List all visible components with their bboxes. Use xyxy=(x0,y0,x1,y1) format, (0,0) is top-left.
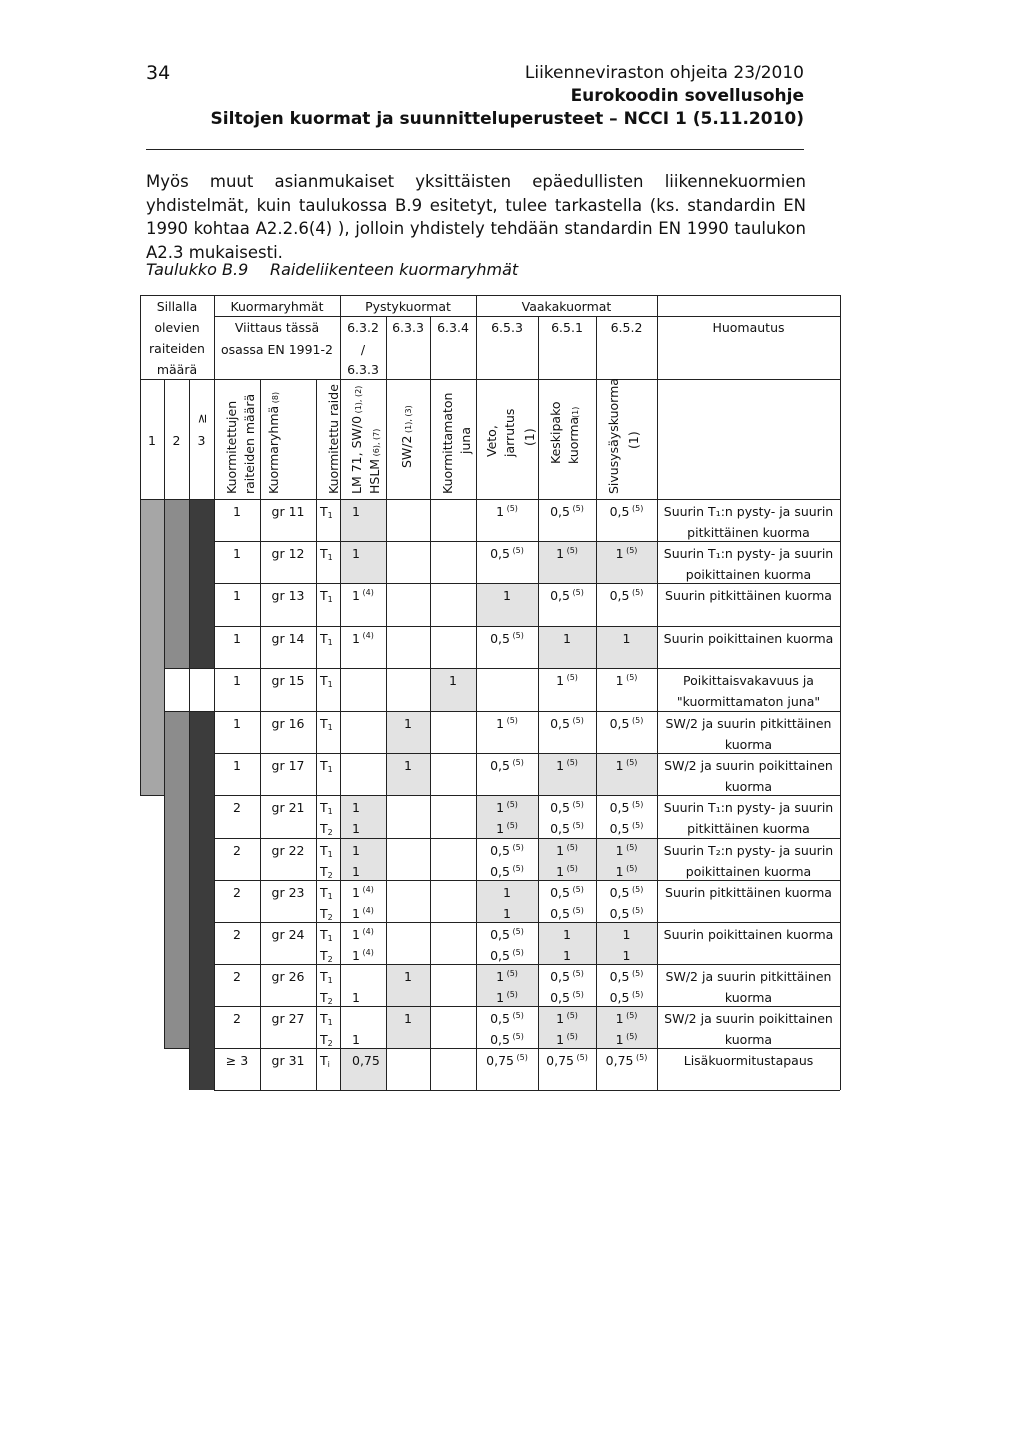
loaded-track-id: $T_1$ xyxy=(320,631,333,647)
remark-text: kuorma xyxy=(724,779,773,794)
clause-reference: 6.5.2 xyxy=(610,320,643,335)
load-group-id: gr 31 xyxy=(271,1053,305,1068)
table-rule xyxy=(140,499,840,500)
clause-reference: 6.3.3 xyxy=(392,320,424,335)
track-index: 1 xyxy=(327,892,333,901)
track-index: 1 xyxy=(327,850,333,859)
loaded-track-id: $T_1$ xyxy=(320,1011,333,1027)
remark-text: pitkittäinen kuorma xyxy=(687,525,810,540)
track-count-ge-symbol: ≥ xyxy=(194,413,209,424)
remark-text: Suurin pitkittäinen kuorma xyxy=(665,885,832,900)
series-title: Liikenneviraston ohjeita 23/2010 xyxy=(524,63,804,83)
loaded-tracks-count: 2 xyxy=(233,885,241,900)
table-rule xyxy=(189,711,214,712)
remark-text: Suurin T₁:n pysty- ja suurin xyxy=(663,546,834,561)
footnote-ref: (5) xyxy=(564,1032,578,1041)
footnote-ref: (5) xyxy=(629,885,644,894)
centrifugal-value: 0,5 $^{(5)}$ xyxy=(550,504,584,519)
track-bar-2 xyxy=(164,711,189,1048)
traction-value: 0,5 $^{(5)}$ xyxy=(490,1032,524,1047)
loaded-tracks-count: ≥ 3 xyxy=(225,1053,249,1068)
nosing-value: 1 xyxy=(622,948,631,963)
nosing-value: 0,5 $^{(5)}$ xyxy=(609,969,644,984)
load-group-header: Kuormaryhmä (8) xyxy=(266,391,281,494)
loaded-track-id: $T_i$ xyxy=(320,1053,330,1069)
unloaded-train-value: 1 xyxy=(449,673,457,688)
remark-text: kuorma xyxy=(724,990,773,1005)
footnote-ref: (5) xyxy=(623,758,638,767)
loaded-tracks-count: 1 xyxy=(233,631,241,646)
centrifugal-value: 1 xyxy=(563,948,571,963)
footnote-ref: (5) xyxy=(510,1032,524,1041)
footnote-ref: (5) xyxy=(623,843,638,852)
nosing-value: 0,75 $^{(5)}$ xyxy=(605,1053,648,1068)
table-rule xyxy=(430,316,431,1090)
centrifugal-header: kuorma xyxy=(566,416,581,464)
table-caption-number: Taulukko B.9 xyxy=(146,260,249,279)
footnote-ref: (4) xyxy=(359,631,374,640)
footnote-ref: (5) xyxy=(570,716,584,725)
footnote-ref: (5) xyxy=(629,906,644,915)
table-rule xyxy=(164,379,165,1048)
load-group-id: gr 15 xyxy=(271,673,305,688)
footnote-ref: (5) xyxy=(513,1053,528,1062)
loaded-track-id: $T_1$ xyxy=(320,885,333,901)
loaded-track-id: $T_2$ xyxy=(320,821,333,837)
centrifugal-header-note xyxy=(566,407,583,418)
track-index: 1 xyxy=(327,723,333,732)
loaded-tracks-header: raiteiden määrä xyxy=(242,393,257,494)
lm71-value: 1 xyxy=(352,504,360,519)
track-bar-2 xyxy=(164,499,189,668)
footnote-ref: (5) xyxy=(510,864,524,873)
track-count-3: 3 xyxy=(197,433,206,448)
centrifugal-value: 0,5 $^{(5)}$ xyxy=(550,990,584,1005)
lm71-value: 0,75 xyxy=(352,1053,380,1068)
clause-reference: / xyxy=(360,342,366,357)
loaded-track-id: $T_2$ xyxy=(320,1032,333,1048)
lm71-value: 1 $^{(4)}$ xyxy=(352,927,374,942)
footnote-ref: (5) xyxy=(570,885,584,894)
footnote-ref: (5) xyxy=(629,821,644,830)
footnote-ref: (5) xyxy=(510,758,524,767)
loaded-tracks-count: 1 xyxy=(233,504,241,519)
loaded-track-id: $T_1$ xyxy=(320,969,333,985)
track-index: 2 xyxy=(327,1039,333,1048)
loaded-track-id: $T_1$ xyxy=(320,588,333,604)
nosing-value: 1 $^{(5)}$ xyxy=(615,864,638,879)
track-index: 2 xyxy=(327,828,333,837)
table-rule xyxy=(140,379,840,380)
track-index: 2 xyxy=(327,955,333,964)
nosing-value: 0,5 $^{(5)}$ xyxy=(609,821,644,836)
footnote-ref: (4) xyxy=(359,927,374,936)
load-group-id: gr 11 xyxy=(271,504,305,519)
centrifugal-value: 0,75 $^{(5)}$ xyxy=(546,1053,588,1068)
remark-text: poikittainen kuorma xyxy=(685,864,812,879)
footnote-ref: (5) xyxy=(623,546,638,555)
remark-text: Poikittaisvakavuus ja xyxy=(683,673,814,688)
sw2-value: 1 xyxy=(404,716,412,731)
footnote-ref: (4) xyxy=(359,588,374,597)
centrifugal-value: 0,5 $^{(5)}$ xyxy=(550,716,584,731)
centrifugal-value: 0,5 $^{(5)}$ xyxy=(550,885,584,900)
remark-text: Suurin pitkittäinen kuorma xyxy=(665,588,832,603)
footnote-ref: (5) xyxy=(570,821,584,830)
lm71-value: 1 xyxy=(352,864,360,879)
footnote-ref: (5) xyxy=(570,800,584,809)
footnote-ref: (5) xyxy=(510,546,524,555)
footnote-ref: (4) xyxy=(359,948,374,957)
centrifugal-value: 0,5 $^{(5)}$ xyxy=(550,800,584,815)
track-bar-1 xyxy=(140,499,164,795)
footnote-ref: (5) xyxy=(623,673,638,682)
loaded-track-id: $T_1$ xyxy=(320,800,333,816)
footnote-ref: (4) xyxy=(359,885,374,894)
remark-text: poikittainen kuorma xyxy=(685,567,812,582)
footnote-ref: (5) xyxy=(573,1053,588,1062)
intro-paragraph: Myös muut asianmukaiset yksittäisten epäedullisten liikennekuormien yhdistelmät, kuin taulukossa B.9 esitetyt, tulee tarkastella (ks. standardin EN 1990 kohtaa A2.2.6(4) ), jolloin yhdistely tehdään standardin EN 1990 taulukon A2.3 mukaisesti. xyxy=(146,172,806,262)
footnote-ref: (5) xyxy=(564,673,578,682)
tracks-header-label: olevien xyxy=(154,320,200,335)
track-index: 1 xyxy=(327,595,333,604)
nosing-value: 0,5 $^{(5)}$ xyxy=(609,504,644,519)
lm71-value: 1 $^{(4)}$ xyxy=(352,631,374,646)
footnote-ref: (1) xyxy=(626,431,641,449)
load-group-id: gr 24 xyxy=(271,927,305,942)
nosing-value: 1 $^{(5)}$ xyxy=(615,1032,638,1047)
footnote-ref: (5) xyxy=(504,821,518,830)
loaded-track-id: $T_2$ xyxy=(320,948,333,964)
sw2-value: 1 xyxy=(404,969,412,984)
centrifugal-value: 1 $^{(5)}$ xyxy=(556,1011,578,1026)
load-group-id: gr 27 xyxy=(271,1011,305,1026)
remark-text: Suurin poikittainen kuorma xyxy=(663,927,834,942)
load-group-id: gr 21 xyxy=(271,800,305,815)
traction-value: 1 $^{(5)}$ xyxy=(496,716,518,731)
centrifugal-header: Keskipako xyxy=(548,401,563,464)
centrifugal-value: 1 $^{(5)}$ xyxy=(556,758,578,773)
remark-text: SW/2 ja suurin poikittainen xyxy=(664,1011,833,1026)
traction-value: 1 xyxy=(503,885,511,900)
nosing-value: 0,5 $^{(5)}$ xyxy=(609,588,644,603)
loaded-track-id: $T_1$ xyxy=(320,843,333,859)
track-count-2: 2 xyxy=(172,433,181,448)
remark-text: pitkittäinen kuorma xyxy=(687,821,810,836)
reference-label: Viittaus tässä xyxy=(234,320,320,335)
nosing-value: 1 $^{(5)}$ xyxy=(615,1011,638,1026)
nosing-value: 1 xyxy=(622,631,631,646)
centrifugal-value: 0,5 $^{(5)}$ xyxy=(550,969,584,984)
loaded-track-id: $T_1$ xyxy=(320,673,333,689)
nosing-value: 1 $^{(5)}$ xyxy=(615,546,638,561)
vertical-loads-header: Pystykuormat xyxy=(365,299,451,314)
centrifugal-value: 1 $^{(5)}$ xyxy=(556,673,578,688)
traction-value: 0,75 $^{(5)}$ xyxy=(486,1053,528,1068)
load-group-id: gr 13 xyxy=(271,588,305,603)
hslm-header: HSLM (6), (7) xyxy=(367,428,382,494)
remark-text: "kuormittamaton juna" xyxy=(676,694,821,709)
unloaded-train-header: juna xyxy=(458,427,473,454)
footnote-ref: (5) xyxy=(510,1011,524,1020)
track-index: 2 xyxy=(327,871,333,880)
track-index: 1 xyxy=(327,511,333,520)
load-group-id: gr 23 xyxy=(271,885,305,900)
horizontal-loads-header: Vaakakuormat xyxy=(521,299,612,314)
table-rule xyxy=(140,795,164,796)
traction-braking-header: Veto, xyxy=(484,425,499,457)
loaded-tracks-header: Kuormitettujen xyxy=(224,400,239,494)
clause-reference: 6.5.1 xyxy=(551,320,583,335)
track-bar-3 xyxy=(189,711,214,1090)
table-rule xyxy=(164,668,189,669)
sw2-value: 1 xyxy=(404,1011,412,1026)
tracks-header-label: Sillalla xyxy=(156,299,198,314)
remark-text: SW/2 ja suurin pitkittäinen xyxy=(665,716,832,731)
lm71-value: 1 xyxy=(352,1032,360,1047)
loaded-track-id: $T_1$ xyxy=(320,546,333,562)
track-index: 1 xyxy=(327,765,333,774)
traction-value: 0,5 $^{(5)}$ xyxy=(490,843,524,858)
footnote-ref: (5) xyxy=(570,504,584,513)
footnote-ref: (5) xyxy=(633,1053,648,1062)
loaded-tracks-count: 2 xyxy=(233,800,241,815)
traction-value: 1 xyxy=(503,906,511,921)
traction-value: 0,5 $^{(5)}$ xyxy=(490,948,524,963)
remark-text: Suurin T₁:n pysty- ja suurin xyxy=(663,800,834,815)
lm71-value: 1 $^{(4)}$ xyxy=(352,885,374,900)
lm71-header: LM 71, SW/0 (1), (2) xyxy=(349,385,364,494)
footnote-ref: (5) xyxy=(629,504,644,513)
footnote-ref: (5) xyxy=(564,546,578,555)
traction-value: 1 $^{(5)}$ xyxy=(496,800,518,815)
nosing-value: 0,5 $^{(5)}$ xyxy=(609,885,644,900)
footnote-ref: (5) xyxy=(629,588,644,597)
loaded-track-id: $T_1$ xyxy=(320,504,333,520)
document-subtitle: Siltojen kuormat ja suunnitteluperusteet – NCCI 1 (5.11.2010) xyxy=(210,109,804,129)
table-rule xyxy=(164,711,189,712)
track-index: i xyxy=(327,1060,330,1069)
load-group-id: gr 16 xyxy=(271,716,305,731)
lm71-value: 1 $^{(4)}$ xyxy=(352,906,374,921)
centrifugal-value: 1 $^{(5)}$ xyxy=(556,864,578,879)
nosing-value: 1 $^{(5)}$ xyxy=(615,843,638,858)
footnote-ref: (1) xyxy=(522,428,537,446)
loaded-tracks-count: 2 xyxy=(233,969,241,984)
traction-value: 0,5 $^{(5)}$ xyxy=(490,1011,524,1026)
centrifugal-value: 1 $^{(5)}$ xyxy=(556,843,578,858)
footnote-ref: (1) xyxy=(571,406,580,418)
loaded-tracks-count: 1 xyxy=(233,546,241,561)
remark-text: SW/2 ja suurin pitkittäinen xyxy=(665,969,832,984)
table-rule xyxy=(189,379,190,1090)
nosing-value: 1 xyxy=(622,927,631,942)
footnote-ref: (5) xyxy=(629,716,644,725)
nosing-value: 0,5 $^{(5)}$ xyxy=(609,990,644,1005)
traction-value: 0,5 $^{(5)}$ xyxy=(490,631,524,646)
centrifugal-value: 1 xyxy=(563,631,571,646)
footnote-ref: (5) xyxy=(504,800,518,809)
nosing-force-header: Sivusysäyskuorma xyxy=(606,378,621,494)
footnote-ref: (1), (2) xyxy=(354,385,363,416)
loaded-tracks-count: 1 xyxy=(233,588,241,603)
tracks-header-label: määrä xyxy=(156,362,198,377)
load-group-id: gr 26 xyxy=(271,969,305,984)
loaded-tracks-count: 2 xyxy=(233,927,241,942)
traction-value: 1 $^{(5)}$ xyxy=(496,504,518,519)
nosing-value: 0,5 $^{(5)}$ xyxy=(609,716,644,731)
track-index: 1 xyxy=(327,976,333,985)
footnote-ref: (5) xyxy=(629,969,644,978)
table-right-rule xyxy=(840,295,841,1090)
centrifugal-value: 0,5 $^{(5)}$ xyxy=(550,821,584,836)
traction-value: 0,5 $^{(5)}$ xyxy=(490,864,524,879)
footnote-ref: (5) xyxy=(510,631,524,640)
loaded-track-id: $T_1$ xyxy=(320,758,333,774)
traction-value: 1 $^{(5)}$ xyxy=(496,990,518,1005)
remark-text: Lisäkuormitustapaus xyxy=(683,1053,814,1068)
footnote-ref: (5) xyxy=(623,1032,638,1041)
nosing-value: 1 $^{(5)}$ xyxy=(615,673,638,688)
loaded-track-id: $T_2$ xyxy=(320,906,333,922)
footnote-ref: (5) xyxy=(510,927,524,936)
track-index: 1 xyxy=(327,680,333,689)
track-index: 1 xyxy=(327,1018,333,1027)
table-rule xyxy=(214,668,840,669)
track-index: 2 xyxy=(327,997,333,1006)
table-rule xyxy=(316,379,317,1090)
track-index: 1 xyxy=(327,807,333,816)
table-rule xyxy=(214,1090,840,1091)
track-bar-3 xyxy=(189,499,214,668)
clause-reference: 6.3.3 xyxy=(347,362,379,377)
loaded-track-id: $T_1$ xyxy=(320,927,333,943)
centrifugal-value: 1 $^{(5)}$ xyxy=(556,546,578,561)
loaded-tracks-count: 1 xyxy=(233,716,241,731)
lm71-value: 1 $^{(4)}$ xyxy=(352,948,374,963)
lm71-value: 1 xyxy=(352,546,360,561)
page-number: 34 xyxy=(146,62,171,84)
document-title: Eurokoodin sovellusohje xyxy=(570,86,804,106)
loaded-tracks-count: 2 xyxy=(233,843,241,858)
lm71-value: 1 xyxy=(352,990,360,1005)
footnote-ref: (5) xyxy=(570,990,584,999)
unloaded-train-header: Kuormittamaton xyxy=(440,392,455,494)
remark-text: kuorma xyxy=(724,1032,773,1047)
sw2-header: SW/2 (1), (3) xyxy=(399,405,414,468)
footnote-ref: (6), (7) xyxy=(372,428,381,459)
footnote-ref: (5) xyxy=(564,758,578,767)
track-count-1: 1 xyxy=(148,433,156,448)
loaded-track-id: $T_2$ xyxy=(320,864,333,880)
footnote-ref: (5) xyxy=(504,969,518,978)
footnote-ref: (5) xyxy=(504,990,518,999)
sw2-value: 1 xyxy=(404,758,412,773)
lm71-value: 1 xyxy=(352,821,360,836)
footnote-ref: (4) xyxy=(359,906,374,915)
footnote-ref: (5) xyxy=(564,864,578,873)
footnote-ref: (5) xyxy=(629,990,644,999)
footnote-ref: (5) xyxy=(629,800,644,809)
track-index: 1 xyxy=(327,934,333,943)
footnote-ref: (5) xyxy=(510,843,524,852)
clause-reference: 6.3.4 xyxy=(437,320,469,335)
footnote-ref: (5) xyxy=(570,906,584,915)
lm71-value: 1 xyxy=(352,843,360,858)
centrifugal-value: 0,5 $^{(5)}$ xyxy=(550,906,584,921)
tracks-header-label: raiteiden xyxy=(149,341,205,356)
centrifugal-value: 0,5 $^{(5)}$ xyxy=(550,588,584,603)
footnote-ref: (5) xyxy=(504,716,518,725)
footnote-ref: (8) xyxy=(271,391,280,406)
remark-header: Huomautus xyxy=(712,320,785,335)
remark-text: SW/2 ja suurin poikittainen xyxy=(664,758,833,773)
remark-text: Suurin poikittainen kuorma xyxy=(663,631,834,646)
footnote-ref: (5) xyxy=(623,1011,638,1020)
load-group-id: gr 14 xyxy=(271,631,305,646)
traction-braking-header: jarrutus xyxy=(502,408,517,457)
traction-value: 1 $^{(5)}$ xyxy=(496,821,518,836)
reference-label: osassa EN 1991-2 xyxy=(221,342,333,357)
table-rule xyxy=(164,1048,189,1049)
loaded-track-id: $T_2$ xyxy=(320,990,333,1006)
footnote-ref: (5) xyxy=(570,969,584,978)
table-rule xyxy=(214,626,840,627)
traction-value: 1 $^{(5)}$ xyxy=(496,969,518,984)
track-index: 2 xyxy=(327,913,333,922)
footnote-ref: (1), (3) xyxy=(404,405,413,436)
lm71-value: 1 xyxy=(352,800,360,815)
nosing-value: 1 $^{(5)}$ xyxy=(615,758,638,773)
loaded-track-id: $T_1$ xyxy=(320,716,333,732)
load-group-id: gr 12 xyxy=(271,546,305,561)
footnote-ref: (5) xyxy=(570,588,584,597)
footnote-ref: (5) xyxy=(504,504,518,513)
table-rule xyxy=(189,668,214,669)
loaded-tracks-count: 2 xyxy=(233,1011,241,1026)
nosing-value: 0,5 $^{(5)}$ xyxy=(609,906,644,921)
remark-text: Suurin T₁:n pysty- ja suurin xyxy=(663,504,834,519)
footnote-ref: (5) xyxy=(564,1011,578,1020)
groups-header-label: Kuormaryhmät xyxy=(230,299,324,314)
loaded-tracks-count: 1 xyxy=(233,758,241,773)
load-group-id: gr 22 xyxy=(271,843,305,858)
loaded-tracks-count: 1 xyxy=(233,673,241,688)
track-index: 1 xyxy=(327,553,333,562)
footnote-ref: (5) xyxy=(510,948,524,957)
clause-reference: 6.5.3 xyxy=(491,320,523,335)
traction-value: 0,5 $^{(5)}$ xyxy=(490,546,524,561)
centrifugal-value: 1 xyxy=(563,927,571,942)
traction-value: 0,5 $^{(5)}$ xyxy=(490,758,524,773)
footnote-ref: (5) xyxy=(564,843,578,852)
lm71-value: 1 $^{(4)}$ xyxy=(352,588,374,603)
clause-reference: 6.3.2 xyxy=(347,320,379,335)
table-caption-title: Raideliikenteen kuormaryhmät xyxy=(270,260,519,279)
loaded-track-header: Kuormitettu raide xyxy=(326,384,341,494)
traction-value: 0,5 $^{(5)}$ xyxy=(490,927,524,942)
remark-text: kuorma xyxy=(724,737,773,752)
centrifugal-value: 1 $^{(5)}$ xyxy=(556,1032,578,1047)
load-group-id: gr 17 xyxy=(271,758,305,773)
nosing-value: 0,5 $^{(5)}$ xyxy=(609,800,644,815)
remark-text: Suurin T₂:n pysty- ja suurin xyxy=(663,843,834,858)
track-index: 1 xyxy=(327,638,333,647)
traction-value: 1 xyxy=(503,588,511,603)
footnote-ref: (5) xyxy=(623,864,638,873)
